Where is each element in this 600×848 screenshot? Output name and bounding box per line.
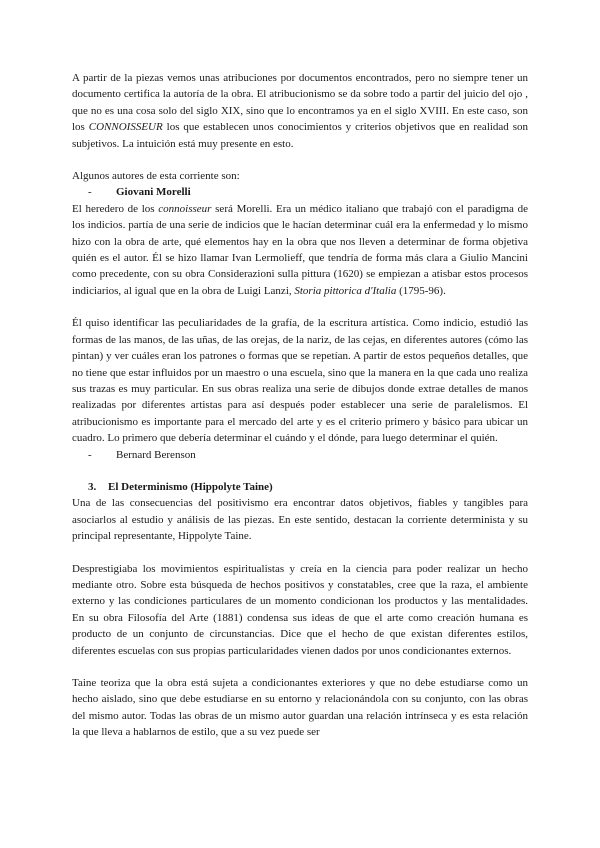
paragraph-positivismo: Una de las consecuencias del positivismo era encontrar datos objetivos, fiables y tangibles para asociarlos al estudio y análisis de las piezas. En este sentido, destacan la corriente determinista y su principal representante, Hippolyte Taine. [72, 497, 528, 543]
document-body [72, 70, 528, 741]
section-heading [72, 479, 528, 495]
bullet-dash: - [88, 186, 92, 199]
bullet-dash: - [88, 448, 92, 461]
paragraph-atribucionismo: A partir de la piezas vemos unas atribuciones por documentos encontrados, pero no siempre tener un documento certifica la autoría de la obra. El atribucionismo se da sobre todo a partir del juicio del ojo , que no es una cosa solo del siglo XIX, sino que lo encontramos ya en el siglo XVIII. En este caso, son los CONNOISSEUR los que establecen unos conocimientos y criterios objetivos que en realidad son subjetivos. La intuición está muy presente en esto. [72, 72, 529, 150]
paragraph-taine: Taine teoriza que la obra está sujeta a condicionantes exteriores y que no debe estudiarse como un hecho aislado, sino que debe estudiarse en su entorno y relacionándola con su conjunto, con las obras del mismo autor. Todas las obras de un mismo autor guardan una relación intrínseca y es esta relación la que lleva a hablarnos de estilo, que a su vez puede ser [72, 677, 528, 739]
paragraph-autores-intro: Algunos autores de esta corriente son: [72, 170, 240, 183]
list-item-berenson [72, 447, 528, 463]
list-item-label: Bernard Berenson [116, 448, 196, 461]
paragraph-desprestigiaba: Desprestigiaba los movimientos espiritualistas y creía en la ciencia para poder realizar un hecho mediante otro. Sobre esta búsqueda de hechos positivos y constatables, cree que la raza, el ambiente externo y las condiciones particulares de un momento condicionan los productos y las mentalidades. En su obra Filosofía del Arte (1881) condensa sus ideas de que el arte como creación humana es producto de un conjunto de circunstancias. Dice que el hecho de que existan diferentes estilos, diferentes escuelas con sus propias particularidades vienen dados por unos condicionantes externos. [72, 562, 528, 657]
section-number: 3. [88, 480, 97, 493]
paragraph-morelli: El heredero de los connoisseur será Morelli. Era un médico italiano que trabajó con el paradigma de los indicios. partía de una serie de indicios que le hacían determinar cuál era la enfermedad y lo mismo hizo con la obra de arte, qué elementos hay en la obra que nos lleven a determinar de forma objetiva quién es el autor. Él se hizo llamar Ivan Lermolieff, que tendría de forma más clara a Giulio Mancini como precedente, con su obra Considerazioni sulla pittura (1620) se empiezan a atisbar estos procesos indiciarios, al igual que en la obra de Luigi Lanzi, Storia pittorica d'Italia (1795-96). [72, 202, 528, 297]
list-item-morelli [72, 184, 528, 200]
list-item-label: Giovani Morelli [116, 186, 191, 199]
section-title: El Determinismo (Hippolyte Taine) [108, 480, 273, 493]
paragraph-grafia: Él quiso identificar las peculiaridades de la grafía, de la escritura artística. Como indicio, estudió las formas de las manos, de las uñas, de las orejas, de la nariz, de las cejas, en diferentes autores (cómo las pintan) y ver cuáles eran los patrones o formas que se repetían. A partir de estos pequeños detalles, que no tiene que estar influidos por un maestro o una escuela, sino que la manera en la que cada uno realiza sus trazas es muy particular. En sus obras realiza una serie de dibujos donde extrae detalles de manos realizadas por diferentes artistas para así después poder establecer una serie de paralelismos. El atribucionismo es importante para el mercado del arte y es el criterio primero y básico para ubicar un cuadro. Lo primero que debería determinar el cuándo y el dónde, para luego determinar el quién. [72, 317, 528, 445]
